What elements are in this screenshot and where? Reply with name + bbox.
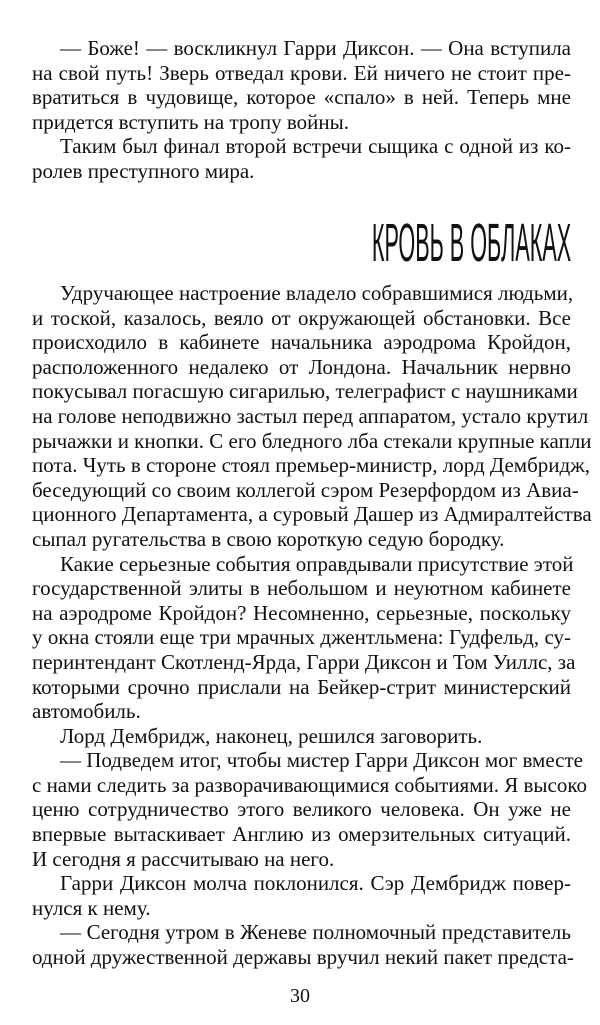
text-line: впервые вытаскивает Англию из омерзительных ситуаций. (32, 822, 571, 847)
paragraph (32, 920, 574, 970)
text-line: Удручающее настроение владело собравшимися людьми, (60, 281, 574, 305)
paragraph (32, 748, 587, 871)
text-line: и тоской, казалось, веяло от окружающей обстановки. Все (32, 305, 571, 330)
text-line: на аэродроме Кройдон? Несомненно, серьезные, поскольку (32, 600, 571, 625)
page-number: 30 (290, 985, 310, 1007)
text-line: у окна стояли еще три мрачных джентльмена: Гудфельд, су- (32, 625, 571, 650)
text-line: придется вступить на тропу войны. (32, 109, 349, 134)
paragraph (32, 281, 592, 552)
text-line: расположенного недалеко от Лондона. Начальник нервно (32, 354, 571, 379)
text-line: сыпал ругательства в свою короткую седую бородку. (32, 526, 505, 551)
text-line: покусывал погасшую сигарилью, телеграфист с наушниками (32, 379, 578, 404)
paragraph (32, 551, 576, 724)
text-line: на свой путь! Зверь отведал крови. Ей ничего не стоит пре- (32, 60, 571, 85)
text-line: Лорд Дембридж, наконец, решился заговорить. (60, 723, 483, 748)
text-line: перинтендант Скотленд-Ярда, Гарри Диксон и Том Уиллс, за (32, 649, 576, 674)
paragraph (32, 36, 571, 134)
text-line: — Сегодня утром в Женеве полномочный представитель (60, 920, 571, 945)
text-line: одной дружественной державы вручил некий пакет предста- (32, 945, 574, 970)
text-line: государственной элиты в небольшом и неуютном кабинете (32, 576, 571, 601)
text-line: которыми срочно прислали на Бейкер-стрит министерский (32, 674, 571, 699)
text-line: с нами следить за разворачивающимися событиями. Я высоко (32, 772, 587, 797)
text-line: происходило в кабинете начальника аэродрома Кройдон, (32, 330, 571, 355)
text-line: на голове неподвижно застыл перед аппаратом, устало крутил (32, 403, 589, 428)
text-line: ценю сотрудничество этого великого человека. Он уже не (32, 797, 571, 822)
text-line: И сегодня я рассчитываю на него. (32, 846, 335, 871)
paragraph (32, 871, 571, 920)
paragraph (32, 134, 571, 183)
chapter-title: КРОВЬ В ОБЛАКАХ (371, 213, 571, 273)
text-line: автомобиль. (32, 699, 141, 724)
previous-chapter-ending (32, 36, 571, 184)
text-line: рычажки и кнопки. С его бледного лба стекали крупные капли (32, 428, 592, 453)
text-line: пота. Чуть в стороне стоял премьер-министр, лорд Дембридж, (32, 453, 590, 478)
text-line: Таким был финал второй встречи сыщика с одной из ко- (60, 134, 571, 159)
text-line: Какие серьезные события оправдывали присутствие этой (60, 551, 574, 576)
text-line: вратиться в чудовище, которое «спало» в ней. Теперь мне (32, 85, 571, 110)
text-line: ционного Департамента, а суровый Дашер из Адмиралтейства (32, 502, 592, 527)
text-line: ролев преступного мира. (32, 158, 255, 183)
text-line: нулся к нему. (32, 895, 151, 920)
chapter-body (32, 281, 592, 970)
text-line: — Боже! — воскликнул Гарри Диксон. — Она вступила (60, 36, 571, 60)
text-line: — Подведем итог, чтобы мистер Гарри Диксон мог вместе (60, 748, 584, 773)
paragraph (32, 724, 571, 749)
text-line: Гарри Диксон молча поклонился. Сэр Дембридж повер- (60, 871, 571, 896)
text-line: беседующий со своим коллегой сэром Резерфордом из Авиа- (32, 477, 579, 502)
